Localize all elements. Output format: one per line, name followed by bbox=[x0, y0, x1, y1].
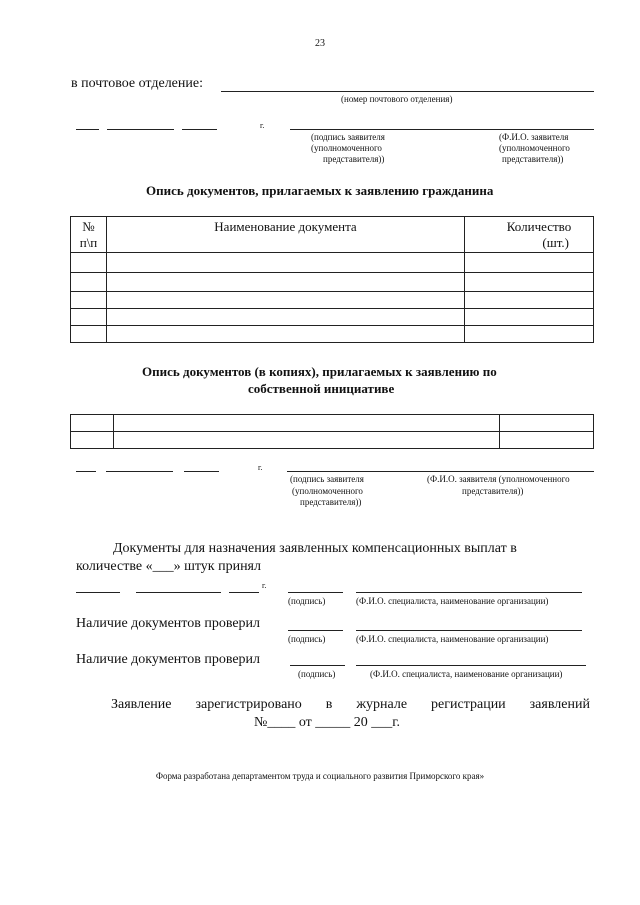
registration-line1 bbox=[111, 697, 590, 713]
check1-label: Наличие документов проверил bbox=[76, 616, 261, 631]
signature-caption-l2: (уполномоченного bbox=[292, 486, 363, 496]
acceptance-line2: количестве «___» штук принял bbox=[76, 559, 261, 574]
registration-word: зарегистрировано bbox=[195, 697, 302, 712]
table-cell[interactable] bbox=[465, 273, 594, 292]
fio-caption-l1: (Ф.И.О. заявителя bbox=[499, 132, 569, 142]
table-header-row bbox=[71, 217, 594, 253]
date-year-line bbox=[229, 592, 259, 593]
page-number: 23 bbox=[315, 38, 325, 49]
fio-line bbox=[356, 630, 582, 631]
signature-line bbox=[290, 665, 345, 666]
table-cell[interactable] bbox=[465, 309, 594, 326]
fio-caption: (Ф.И.О. специалиста, наименование организации) bbox=[370, 669, 563, 679]
signature-caption-l1: (подпись заявителя bbox=[311, 132, 385, 142]
date-day-line bbox=[76, 129, 99, 130]
table-cell[interactable] bbox=[114, 415, 500, 432]
table-cell[interactable] bbox=[465, 253, 594, 273]
registration-line2: №____ от _____ 20 ___г. bbox=[254, 715, 400, 730]
fio-caption-l2: представителя)) bbox=[462, 486, 524, 496]
form-footer-note: Форма разработана департаментом труда и социального развития Приморского края» bbox=[155, 771, 485, 781]
date-month-line bbox=[106, 471, 173, 472]
col-qty-header bbox=[465, 217, 594, 253]
section2-title-l1: Опись документов (в копиях), прилагаемых к заявлению по bbox=[142, 364, 497, 379]
table-cell[interactable] bbox=[500, 415, 594, 432]
col-qty-l2: (шт.) bbox=[542, 235, 569, 250]
signature-line bbox=[290, 129, 594, 130]
table-cell[interactable] bbox=[465, 292, 594, 309]
table-cell[interactable] bbox=[465, 326, 594, 343]
year-suffix: г. bbox=[258, 463, 263, 472]
post-office-label: в почтовое отделение: bbox=[71, 76, 203, 91]
fio-caption: (Ф.И.О. специалиста, наименование организации) bbox=[356, 596, 549, 606]
table-cell[interactable] bbox=[107, 292, 465, 309]
signature-caption: (подпись) bbox=[298, 669, 336, 679]
post-office-line bbox=[221, 91, 594, 92]
table-cell[interactable] bbox=[71, 292, 107, 309]
table-cell[interactable] bbox=[107, 253, 465, 273]
signature-line bbox=[288, 630, 343, 631]
signature-caption-l2: (уполномоченного bbox=[311, 143, 382, 153]
fio-caption-l3: представителя)) bbox=[502, 154, 564, 164]
registration-word: в bbox=[325, 697, 333, 712]
table-cell[interactable] bbox=[107, 326, 465, 343]
date-day-line bbox=[76, 471, 96, 472]
signature-caption-l3: представителя)) bbox=[323, 154, 385, 164]
table-cell[interactable] bbox=[71, 273, 107, 292]
signature-line bbox=[287, 471, 594, 472]
table-cell[interactable] bbox=[107, 309, 465, 326]
table-cell[interactable] bbox=[71, 415, 114, 432]
col-number-l2: п\п bbox=[79, 235, 98, 250]
year-suffix: г. bbox=[260, 121, 265, 130]
registration-word: журнале bbox=[356, 697, 408, 712]
signature-caption: (подпись) bbox=[288, 634, 326, 644]
table-row bbox=[71, 273, 594, 292]
signature-caption-l1: (подпись заявителя bbox=[290, 474, 364, 484]
col-number-l1: № bbox=[82, 219, 95, 234]
col-number-header bbox=[71, 217, 107, 253]
fio-line bbox=[356, 592, 582, 593]
date-day-line bbox=[76, 592, 120, 593]
check2-label: Наличие документов проверил bbox=[76, 652, 261, 667]
signature-caption: (подпись) bbox=[288, 596, 326, 606]
documents-table bbox=[70, 216, 594, 343]
date-year-line bbox=[182, 129, 217, 130]
table-row bbox=[71, 432, 594, 449]
acceptance-line1: Документы для назначения заявленных компенсационных выплат в bbox=[113, 541, 517, 556]
post-office-caption: (номер почтового отделения) bbox=[341, 94, 453, 104]
col-name-header: Наименование документа bbox=[107, 217, 465, 253]
col-qty-l1: Количество bbox=[506, 219, 572, 234]
table-cell[interactable] bbox=[71, 309, 107, 326]
section1-title: Опись документов, прилагаемых к заявлению гражданина bbox=[146, 183, 494, 198]
signature-caption-l3: представителя)) bbox=[300, 497, 362, 507]
table-row bbox=[71, 253, 594, 273]
fio-line bbox=[356, 665, 586, 666]
table-cell[interactable] bbox=[114, 432, 500, 449]
table-row bbox=[71, 309, 594, 326]
table-cell[interactable] bbox=[500, 432, 594, 449]
date-year-line bbox=[184, 471, 219, 472]
fio-caption: (Ф.И.О. специалиста, наименование организации) bbox=[356, 634, 549, 644]
registration-word: Заявление bbox=[111, 697, 172, 712]
signature-line bbox=[288, 592, 343, 593]
table-cell[interactable] bbox=[107, 273, 465, 292]
registration-word: регистрации bbox=[431, 697, 506, 712]
year-suffix: г. bbox=[262, 581, 267, 590]
date-month-line bbox=[107, 129, 174, 130]
table-cell[interactable] bbox=[71, 432, 114, 449]
date-month-line bbox=[136, 592, 221, 593]
fio-caption-l1: (Ф.И.О. заявителя (уполномоченного bbox=[427, 474, 570, 484]
table-row bbox=[71, 326, 594, 343]
section2-title-l2: собственной инициативе bbox=[248, 381, 395, 396]
table-row bbox=[71, 415, 594, 432]
table-row bbox=[71, 292, 594, 309]
table-cell[interactable] bbox=[71, 326, 107, 343]
registration-word: заявлений bbox=[529, 697, 590, 712]
table-cell[interactable] bbox=[71, 253, 107, 273]
copies-table bbox=[70, 414, 594, 449]
fio-caption-l2: (уполномоченного bbox=[499, 143, 570, 153]
